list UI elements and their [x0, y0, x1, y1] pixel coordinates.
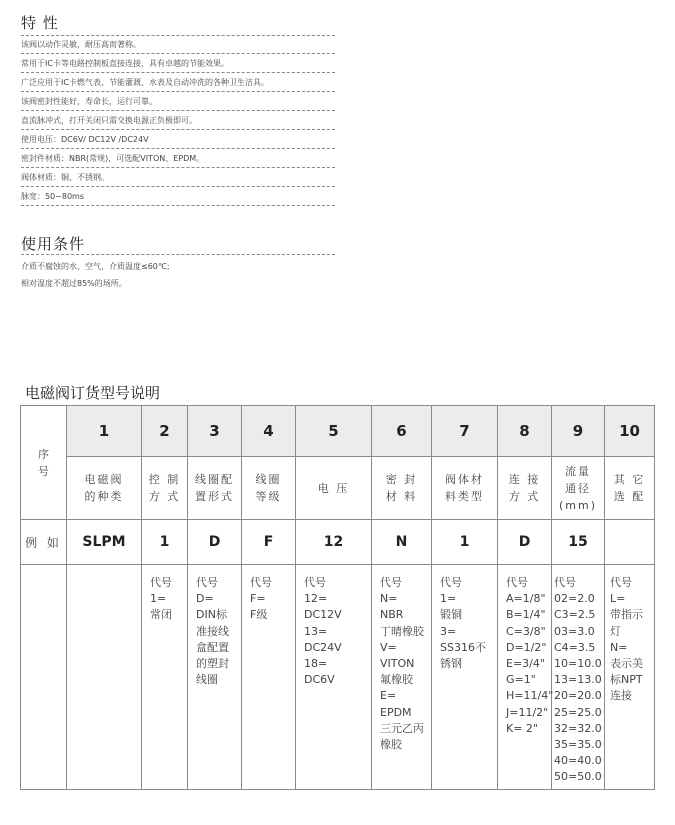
description-text: 选 配 — [613, 490, 646, 503]
example-cell: D — [188, 520, 242, 565]
details-cell — [242, 565, 296, 790]
description-cell — [142, 457, 188, 520]
details-text: F= — [250, 592, 266, 606]
details-text: 1= — [440, 592, 457, 606]
details-cell — [296, 565, 372, 790]
details-text: 12= — [304, 592, 328, 606]
description-cell — [242, 457, 296, 520]
details-text: 表示美 — [610, 657, 643, 671]
number-cell: 6 — [372, 406, 432, 457]
feature-line: 脉宽：50~80ms — [21, 189, 335, 206]
order-code-table — [20, 405, 655, 790]
details-text: 3= — [440, 624, 457, 638]
details-text: 代号 — [440, 576, 462, 589]
description-cell — [552, 457, 605, 520]
details-text: 连接 — [610, 689, 632, 703]
description-text: 连 接 — [508, 473, 541, 486]
details-text: C=3/8" — [506, 624, 546, 638]
details-text: 线圈 — [196, 673, 218, 687]
details-empty-cell — [21, 565, 67, 790]
details-text: 20=20.0 — [554, 689, 602, 703]
details-text: 50=50.0 — [554, 770, 602, 784]
description-text: 方 式 — [148, 490, 181, 503]
details-text: 40=40.0 — [554, 754, 602, 768]
details-text: V= — [380, 640, 397, 654]
details-text: 03=3.0 — [554, 624, 595, 638]
details-text: DC24V — [304, 640, 342, 654]
details-text: J=11/2" — [506, 705, 549, 719]
details-text: 代号 — [380, 576, 402, 589]
details-text: 35=35.0 — [554, 738, 602, 752]
details-cell — [188, 565, 242, 790]
details-text: 代号 — [304, 576, 326, 589]
details-text: E=3/4" — [506, 657, 545, 671]
feature-line: 广泛应用于IC卡燃气表、节能灌溉、水表及自动冲洗的各种卫生洁具。 — [21, 75, 335, 92]
details-text: D= — [196, 592, 214, 606]
description-text: (mm) — [558, 498, 597, 512]
details-text: E= — [380, 689, 397, 703]
title-divider — [21, 35, 335, 36]
details-text: 18= — [304, 657, 328, 671]
description-cell — [372, 457, 432, 520]
description-cell — [296, 457, 372, 520]
description-text: 通径 — [565, 481, 591, 495]
details-text: 丁晴橡胶 — [380, 624, 424, 638]
details-text: 代号 — [506, 576, 528, 589]
feature-line: 直流脉冲式，打开关闭只需交换电源正负极即可。 — [21, 113, 335, 130]
description-text: 线圈配 — [195, 473, 234, 486]
details-text: 常闭 — [150, 608, 172, 622]
example-row — [21, 520, 655, 565]
condition-line: 相对湿度不超过85%的场所。 — [21, 279, 127, 288]
example-cell: 1 — [432, 520, 498, 565]
details-cell — [552, 565, 605, 790]
details-text: 锻铜 — [440, 608, 462, 622]
details-text: 灯 — [610, 624, 621, 638]
example-cell: F — [242, 520, 296, 565]
feature-line: 使用电压：DC6V/ DC12V /DC24V — [21, 132, 335, 149]
details-text: 代号 — [554, 576, 576, 589]
example-label: 例 如 — [21, 520, 67, 565]
details-cell — [432, 565, 498, 790]
description-text: 密 封 — [385, 473, 418, 486]
details-text: EPDM — [380, 705, 412, 719]
number-cell: 3 — [188, 406, 242, 457]
description-text: 置形式 — [195, 490, 234, 503]
description-text: 材 料 — [385, 490, 418, 503]
details-cell — [142, 565, 188, 790]
example-cell: 15 — [552, 520, 605, 565]
description-text: 等级 — [255, 490, 282, 503]
details-text: 橡胶 — [380, 738, 402, 752]
details-text: 32=32.0 — [554, 721, 602, 735]
conditions-title: 使用条件 — [21, 235, 86, 253]
details-text: 氟橡胶 — [380, 673, 413, 687]
description-cell — [188, 457, 242, 520]
feature-line: 密封件材质：NBR(常规)，可选配VITON、EPDM。 — [21, 151, 335, 168]
number-cell: 5 — [296, 406, 372, 457]
description-text: 方 式 — [508, 490, 541, 503]
details-text: SS316不 — [440, 640, 486, 654]
details-text: N= — [380, 592, 398, 606]
number-cell: 10 — [605, 406, 655, 457]
details-text: K= 2" — [506, 721, 538, 735]
details-text: B=1/4" — [506, 608, 546, 622]
description-text: 的种类 — [84, 490, 124, 503]
feature-line: 常用于IC卡等电路控制板直接连接，具有卓越的节能效果。 — [21, 56, 335, 73]
description-text: 电 压 — [317, 481, 350, 495]
features-title: 特 性 — [21, 14, 59, 32]
details-text: DC6V — [304, 673, 335, 687]
example-cell: 1 — [142, 520, 188, 565]
number-cell: 4 — [242, 406, 296, 457]
details-text: NBR — [380, 608, 404, 622]
feature-line: 该阀以动作灵敏，耐压高而著称。 — [21, 37, 335, 54]
details-text: N= — [610, 640, 628, 654]
description-text: 料类型 — [445, 490, 484, 503]
details-text: 代号 — [610, 576, 632, 589]
number-cell: 2 — [142, 406, 188, 457]
details-text: H=11/4" — [506, 689, 554, 703]
details-text: 盒配置 — [196, 640, 229, 654]
description-text: 控 制 — [148, 473, 181, 486]
details-text: VITON — [380, 657, 415, 671]
condition-line: 介质不腐蚀的水、空气，介质温度≤60℃; — [21, 262, 170, 271]
details-text: 准接线 — [196, 624, 229, 638]
conditions-divider — [21, 254, 335, 255]
details-text: 10=10.0 — [554, 657, 602, 671]
description-cell — [432, 457, 498, 520]
details-text: 代号 — [196, 576, 218, 589]
description-cell — [67, 457, 142, 520]
details-text: 代号 — [250, 576, 272, 589]
number-cell: 9 — [552, 406, 605, 457]
number-cell: 8 — [498, 406, 552, 457]
details-text: 带指示 — [610, 608, 643, 622]
details-text: L= — [610, 592, 626, 606]
details-text: 25=25.0 — [554, 705, 602, 719]
order-title: 电磁阀订货型号说明 — [25, 384, 161, 402]
example-cell: 12 — [296, 520, 372, 565]
details-cell — [67, 565, 142, 790]
number-cell: 7 — [432, 406, 498, 457]
details-text: 13=13.0 — [554, 673, 602, 687]
details-cell — [605, 565, 655, 790]
description-cell — [605, 457, 655, 520]
details-text: 02=2.0 — [554, 592, 595, 606]
description-cell — [498, 457, 552, 520]
description-text: 阀体材 — [445, 473, 484, 486]
example-cell: SLPM — [67, 520, 142, 565]
seq-label-cell: 序号 — [21, 406, 67, 520]
details-row — [21, 565, 655, 790]
description-row — [21, 457, 655, 520]
feature-line: 阀体材质：铜、不锈钢。 — [21, 170, 335, 187]
example-cell: D — [498, 520, 552, 565]
number-cell: 1 — [67, 406, 142, 457]
description-text: 其 它 — [613, 473, 646, 486]
description-text: 线圈 — [255, 473, 282, 486]
details-cell — [372, 565, 432, 790]
details-text: DIN标 — [196, 608, 227, 622]
description-text: 流量 — [565, 464, 591, 478]
description-text: 电磁阀 — [84, 473, 124, 486]
details-text: F级 — [250, 608, 268, 622]
feature-line: 该阀密封性能好，寿命长，运行可靠。 — [21, 94, 335, 111]
details-text: 锈钢 — [440, 657, 462, 671]
example-cell — [605, 520, 655, 565]
details-cell — [498, 565, 552, 790]
details-text: G=1" — [506, 673, 536, 687]
details-text: 1= — [150, 592, 167, 606]
details-text: 的塑封 — [196, 657, 229, 671]
details-text: C3=2.5 — [554, 608, 596, 622]
details-text: 13= — [304, 624, 328, 638]
number-row — [21, 406, 655, 457]
details-text: DC12V — [304, 608, 342, 622]
details-text: D=1/2" — [506, 640, 547, 654]
details-text: 代号 — [150, 576, 172, 589]
details-text: 标NPT — [610, 673, 643, 687]
details-text: C4=3.5 — [554, 640, 596, 654]
details-text: A=1/8" — [506, 592, 546, 606]
example-cell: N — [372, 520, 432, 565]
details-text: 三元乙丙 — [380, 721, 424, 735]
